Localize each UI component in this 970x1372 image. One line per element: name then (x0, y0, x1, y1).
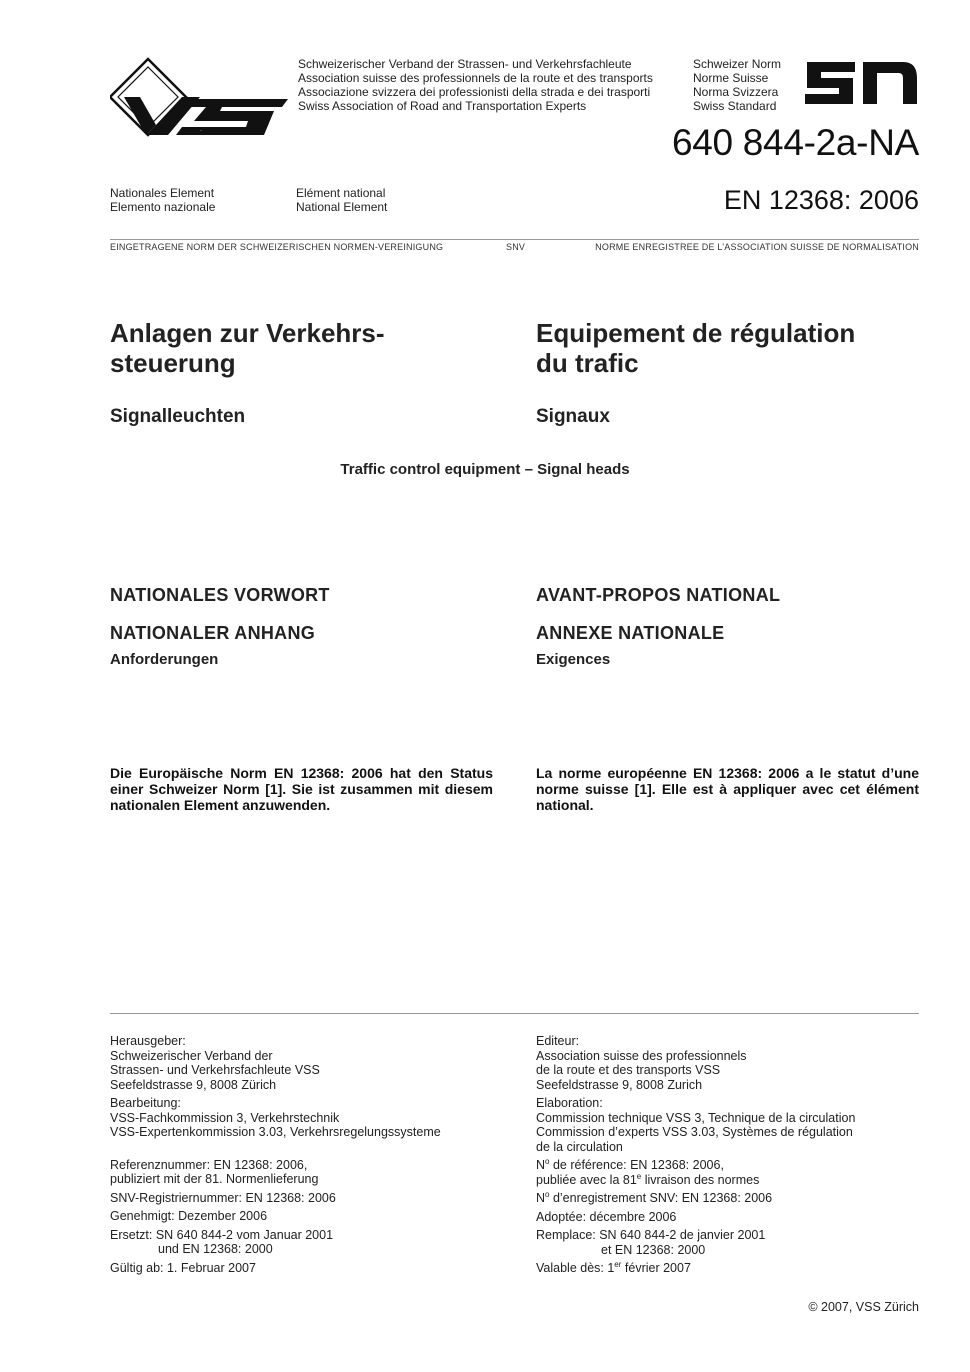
national-element-de-line: Nationales Element (110, 186, 215, 200)
national-element-de (110, 186, 215, 214)
reference-line: Referenznummer: EN 12368: 2006, (110, 1157, 308, 1172)
sn-logo (803, 58, 919, 108)
sn-logo-text: SN (803, 107, 805, 108)
approved-de: Genehmigt: Dezember 2006 (110, 1209, 268, 1223)
editing-de (110, 1096, 493, 1140)
standard-type-en: Swiss Standard (693, 99, 777, 113)
replaces-fr (536, 1228, 919, 1257)
reference-de (110, 1158, 493, 1187)
approved-fr: Adoptée: décembre 2006 (536, 1209, 677, 1224)
replaces-line: et EN 12368: 2000 (601, 1242, 706, 1257)
imprint-divider (110, 1013, 919, 1014)
imprint-de (110, 1034, 493, 1279)
association-name-it: Associazione svizzera dei professionisti della strada e dei trasporti (298, 85, 651, 99)
title-de (110, 318, 500, 378)
editing-line: VSS-Expertenkommission 3.03, Verkehrsregelungssysteme (110, 1125, 441, 1139)
publisher-label-de: Herausgeber: (110, 1034, 186, 1048)
reference-line: publiée avec la 81e livraison des normes (536, 1171, 760, 1187)
publisher-line: Schweizerischer Verband der (110, 1048, 273, 1063)
publisher-line: Seefeldstrasse 9, 8008 Zurich (536, 1077, 703, 1092)
association-name-fr: Association suisse des professionnels de la route et des transports (298, 71, 653, 85)
status-statement-fr: La norme européenne EN 12368: 2006 a le statut d’une norme suisse [1]. Elle est à appliquer avec cet élément national. (536, 765, 919, 813)
foreword-heading-fr: AVANT-PROPOS NATIONAL (536, 585, 781, 605)
standard-type-list (693, 57, 781, 113)
association-names (298, 57, 653, 113)
foreword-heading-de: NATIONALES VORWORT (110, 585, 330, 605)
status-statement-de: Die Europäische Norm EN 12368: 2006 hat den Status einer Schweizer Norm [1]. Sie ist zusammen mit diesem nationalen Element anzuwenden. (110, 765, 493, 813)
editing-label-fr: Elaboration: (536, 1096, 603, 1110)
editing-line: Commission technique VSS 3, Technique de la circulation (536, 1110, 856, 1125)
association-name-de: Schweizerischer Verband der Strassen- und Verkehrsfachleute (298, 57, 632, 71)
registration-de: EINGETRAGENE NORM DER SCHWEIZERISCHEN NORMEN-VEREINIGUNG (110, 242, 444, 252)
national-element-en-line: National Element (296, 200, 388, 214)
national-element-fr-line: Elément national (296, 186, 386, 200)
copyright: © 2007, VSS Zürich (808, 1300, 919, 1314)
annex-heading-de: NATIONALER ANHANG (110, 623, 316, 643)
reference-line: publiziert mit der 81. Normenlieferung (110, 1172, 319, 1186)
national-element-fr (296, 186, 387, 214)
subtitle-fr: Signaux (536, 406, 610, 427)
vss-logo-text: VSS (200, 131, 203, 132)
title-fr-line2: du trafic (536, 348, 639, 378)
header-divider (110, 239, 919, 240)
title-de-line2: steuerung (110, 348, 236, 378)
registration-snv: SNV (506, 242, 526, 252)
publisher-label-fr: Editeur: (536, 1034, 580, 1048)
title-de-line1: Anlagen zur Verkehrs- (110, 318, 385, 348)
title-en: Traffic control equipment – Signal heads (340, 461, 630, 478)
reference-line: $N^o$ de référence: EN 12368: 2006, (536, 1157, 724, 1172)
annex-subheading-de: Anforderungen (110, 651, 219, 668)
editing-line: Commission d’experts VSS 3.03, Systèmes de régulation (536, 1125, 853, 1139)
vss-logo (110, 57, 290, 139)
replaces-line: Ersetzt: SN 640 844-2 vom Januar 2001 (110, 1227, 334, 1242)
replaces-de (110, 1228, 493, 1257)
editing-label-de: Bearbeitung: (110, 1096, 181, 1110)
registration-fr: NORME ENREGISTREE DE L’ASSOCIATION SUISSE DE NORMALISATION (595, 242, 919, 252)
annex-heading-fr: ANNEXE NATIONALE (536, 623, 725, 643)
imprint-fr (536, 1034, 919, 1280)
standard-type-fr: Norme Suisse (693, 71, 769, 85)
editing-line: VSS-Fachkommission 3, Verkehrstechnik (110, 1110, 340, 1125)
national-element-it-line: Elemento nazionale (110, 200, 216, 214)
subtitle-de: Signalleuchten (110, 406, 246, 427)
publisher-line: Association suisse des professionnels (536, 1048, 747, 1063)
publisher-line: Seefeldstrasse 9, 8008 Zürich (110, 1077, 277, 1092)
standard-type-it: Norma Svizzera (693, 85, 779, 99)
publisher-de (110, 1034, 493, 1092)
publisher-fr (536, 1034, 919, 1092)
title-fr-line1: Equipement de régulation (536, 318, 856, 348)
valid-from-fr: Valable dès: 1er février 2007 (536, 1260, 691, 1275)
snv-registration-de: SNV-Registriernummer: EN 12368: 2006 (110, 1190, 336, 1205)
replaces-line: Remplace: SN 640 844-2 de janvier 2001 (536, 1228, 766, 1242)
snv-registration-fr: $N^o$ d’enregistrement SNV: EN 12368: 2006 (536, 1190, 773, 1205)
title-fr (536, 318, 926, 378)
valid-from-de: Gültig ab: 1. Februar 2007 (110, 1260, 256, 1275)
publisher-line: Strassen- und Verkehrsfachleute VSS (110, 1063, 320, 1077)
editing-line: de la circulation (536, 1139, 623, 1154)
replaces-line: und EN 12368: 2000 (158, 1242, 273, 1256)
reference-fr (536, 1158, 919, 1187)
en-number: EN 12368: 2006 (723, 185, 919, 215)
standard-type-de: Schweizer Norm (693, 57, 782, 71)
association-name-en: Swiss Association of Road and Transportation Experts (298, 99, 587, 113)
publisher-line: de la route et des transports VSS (536, 1063, 721, 1077)
editing-fr (536, 1096, 919, 1154)
standard-number: 640 844-2a-NA (671, 122, 919, 163)
annex-subheading-fr: Exigences (536, 651, 611, 668)
